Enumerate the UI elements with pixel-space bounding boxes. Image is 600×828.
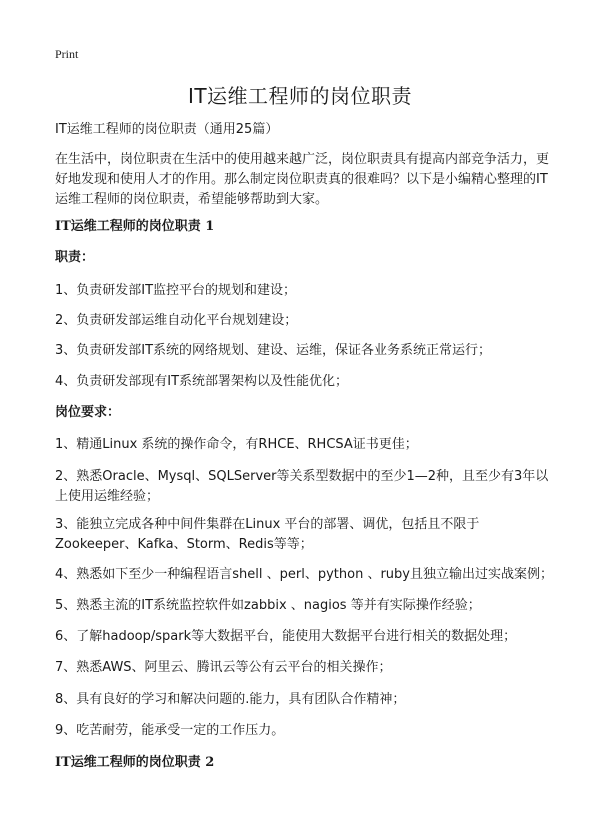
requirements-heading: 岗位要求：	[55, 405, 121, 420]
duties-heading: 职责：	[55, 250, 95, 265]
print-label: Print	[55, 47, 79, 61]
duty-item-1: 1、负责研发部IT监控平台的规划和建设；	[55, 283, 297, 298]
requirement-item-4: 4、熟悉如下至少一种编程语言shell 、perl、python 、ruby且独立输出过实战案例；	[55, 567, 553, 582]
duty-item-4: 4、负责研发部现有IT系统部署架构以及性能优化；	[55, 374, 349, 389]
duty-item-3: 3、负责研发部IT系统的网络规划、建设、运维，保证各业务系统正常运行；	[55, 343, 492, 358]
intro-text: 在生活中，岗位职责在生活中的使用越来越广泛，岗位职责具有提高内部竞争活力，更好地发现和使用人才的作用。那么制定岗位职责真的很难吗？以下是小编精心整理的IT运维工程师的岗位职责，希望能够帮助到大家。	[55, 152, 550, 207]
intro-paragraph	[55, 150, 555, 210]
page-title: IT运维工程师的岗位职责	[187, 84, 413, 108]
document-subtitle: IT运维工程师的岗位职责（通用25篇）	[55, 122, 279, 137]
section-1-heading: IT运维工程师的岗位职责 1	[55, 219, 215, 234]
duty-item-2: 2、负责研发部运维自动化平台规划建设；	[55, 313, 298, 328]
requirement-item-2: 2、熟悉Oracle、Mysql、SQLServer等关系型数据中的至少1—2种，且至少有3年以上使用运维经验；	[55, 469, 549, 504]
requirement-item-8: 8、具有良好的学习和解决问题的.能力，具有团队合作精神；	[55, 692, 406, 707]
requirement-item-6: 6、了解hadoop/spark等大数据平台，能使用大数据平台进行相关的数据处理；	[55, 629, 517, 644]
requirement-item-9: 9、吃苦耐劳，能承受一定的工作压力。	[55, 723, 285, 738]
section-2-heading: IT运维工程师的岗位职责 2	[55, 755, 215, 770]
requirement-item-3: 3、能独立完成各种中间件集群在Linux 平台的部署、调优，包括且不限于Zookeeper、Kafka、Storm、Redis等等；	[55, 517, 480, 552]
requirement-item-1: 1、精通Linux 系统的操作命令，有RHCE、RHCSA证书更佳；	[55, 437, 418, 452]
requirement-item-7: 7、熟悉AWS、阿里云、腾讯云等公有云平台的相关操作；	[55, 660, 392, 675]
requirement-item-5: 5、熟悉主流的IT系统监控软件如zabbix 、nagios 等并有实际操作经验；	[55, 598, 481, 613]
